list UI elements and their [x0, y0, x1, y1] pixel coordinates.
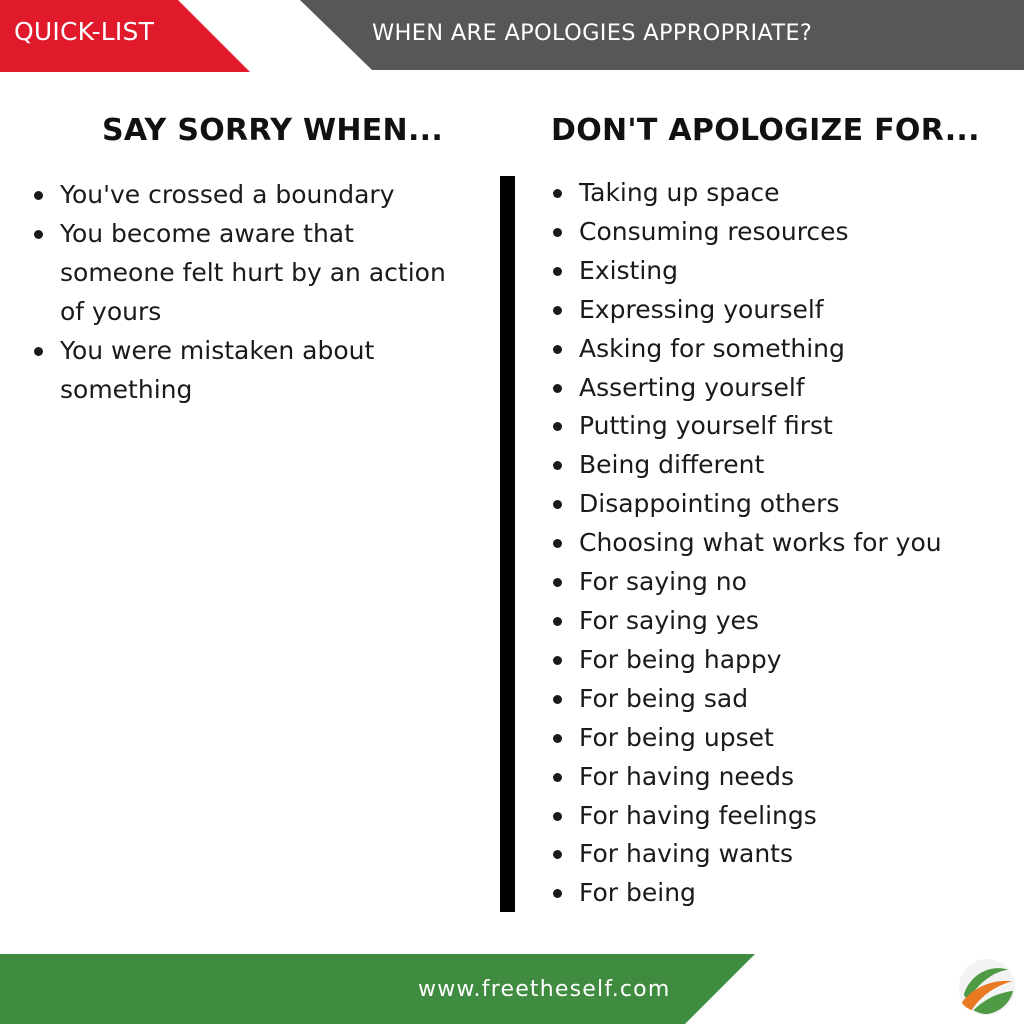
- list-item: Existing: [551, 252, 1011, 291]
- page-title: WHEN ARE APOLOGIES APPROPRIATE?: [372, 20, 813, 46]
- list-item: You've crossed a boundary: [32, 176, 462, 215]
- list-item: For saying yes: [551, 602, 1011, 641]
- list-item: You become aware that someone felt hurt by an action of yours: [32, 215, 462, 332]
- dont-apologize-heading: DON'T APOLOGIZE FOR...: [551, 113, 980, 148]
- quick-list-tag: QUICK-LIST: [14, 17, 155, 46]
- list-item: Being different: [551, 446, 1011, 485]
- say-sorry-list: [32, 176, 462, 409]
- list-item: For having feelings: [551, 797, 1011, 836]
- list-item: For saying no: [551, 563, 1011, 602]
- list-item: Putting yourself first: [551, 407, 1011, 446]
- list-item: You were mistaken about something: [32, 332, 462, 410]
- dont-apologize-list: [551, 174, 1011, 913]
- list-item: For being upset: [551, 719, 1011, 758]
- website-link[interactable]: www.freetheself.com: [418, 977, 671, 1002]
- list-item: For being: [551, 874, 1011, 913]
- list-item: Expressing yourself: [551, 291, 1011, 330]
- list-item: Asserting yourself: [551, 369, 1011, 408]
- list-item: For having wants: [551, 835, 1011, 874]
- list-item: Taking up space: [551, 174, 1011, 213]
- list-item: Asking for something: [551, 330, 1011, 369]
- list-item: Choosing what works for you: [551, 524, 1011, 563]
- list-item: Disappointing others: [551, 485, 1011, 524]
- column-divider: [500, 176, 515, 912]
- say-sorry-heading: SAY SORRY WHEN...: [102, 113, 444, 148]
- list-item: For being sad: [551, 680, 1011, 719]
- list-item: For having needs: [551, 758, 1011, 797]
- freetheself-swoosh-logo-icon: [958, 958, 1016, 1016]
- list-item: Consuming resources: [551, 213, 1011, 252]
- list-item: For being happy: [551, 641, 1011, 680]
